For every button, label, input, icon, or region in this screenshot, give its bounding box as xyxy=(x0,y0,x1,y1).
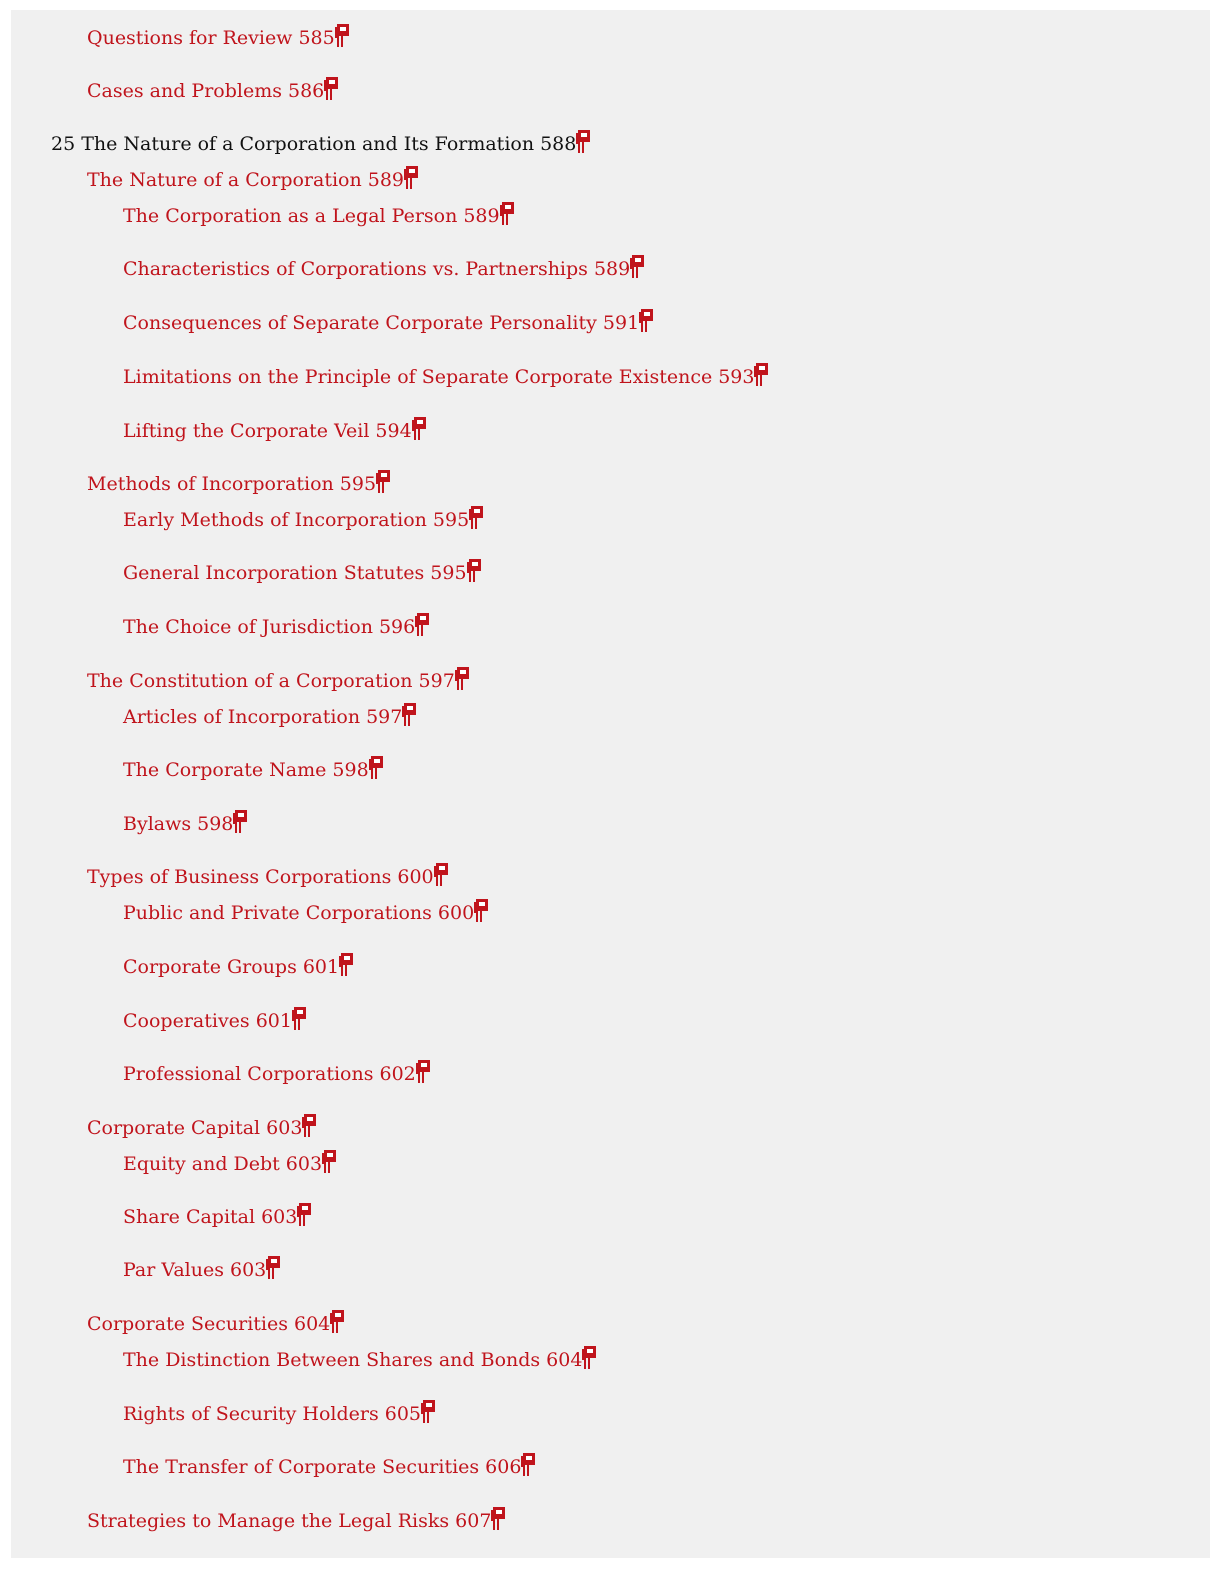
toc-entry-page-number: 604 xyxy=(546,1349,583,1371)
toc-entry-title: Equity and Debt xyxy=(123,1153,280,1175)
toc-entry-page-number: 595 xyxy=(339,473,377,495)
link-icon[interactable] xyxy=(471,506,483,518)
link-icon[interactable] xyxy=(493,1507,505,1519)
toc-entry-page-number: 598 xyxy=(332,759,369,781)
toc-entry[interactable] xyxy=(87,669,469,693)
link-icon[interactable] xyxy=(632,255,644,267)
toc-entry-page-number: 588 xyxy=(540,133,577,155)
link-icon[interactable] xyxy=(341,953,353,965)
toc-entry-page-number: 602 xyxy=(379,1063,416,1085)
link-icon[interactable] xyxy=(578,130,590,142)
link-icon[interactable] xyxy=(404,703,416,715)
link-icon[interactable] xyxy=(457,667,469,679)
toc-entry-title: The Corporate Name xyxy=(123,759,327,781)
toc-entry-page-number: 595 xyxy=(430,562,467,584)
toc-entry-title: Rights of Security Holders xyxy=(123,1403,379,1425)
chapter-heading xyxy=(51,132,590,156)
link-icon[interactable] xyxy=(476,899,488,911)
toc-entry-title: Corporate Groups xyxy=(123,956,297,978)
toc-entry-title: Cases and Problems xyxy=(87,80,282,102)
toc-entry-page-number: 603 xyxy=(261,1206,298,1228)
toc-entry-title: The Constitution of a Corporation xyxy=(87,670,413,692)
link-icon[interactable] xyxy=(641,309,653,321)
toc-entry-page-number: 603 xyxy=(266,1117,303,1139)
toc-entry-page-number: 607 xyxy=(455,1510,492,1532)
toc-entry[interactable] xyxy=(87,79,338,103)
link-icon[interactable] xyxy=(304,1114,316,1126)
toc-entry[interactable] xyxy=(123,508,483,532)
toc-entry[interactable] xyxy=(123,365,768,389)
toc-entry[interactable] xyxy=(87,1509,505,1533)
toc-entry[interactable] xyxy=(87,472,390,496)
link-icon[interactable] xyxy=(406,166,418,178)
toc-entry-page-number: 601 xyxy=(255,1010,292,1032)
toc-entry-title: 25 The Nature of a Corporation and Its Formation xyxy=(51,133,535,155)
toc-entry-title: The Corporation as a Legal Person xyxy=(123,205,458,227)
toc-entry-page-number: 603 xyxy=(230,1259,267,1281)
toc-entry-page-number: 598 xyxy=(197,813,234,835)
toc-entry[interactable] xyxy=(123,812,247,836)
toc-entry-title: General Incorporation Statutes xyxy=(123,562,425,584)
toc-entry-title: Types of Business Corporations xyxy=(87,866,392,888)
toc-entry-page-number: 600 xyxy=(437,902,475,924)
toc-entry-page-number: 594 xyxy=(375,420,412,442)
toc-entry-page-number: 593 xyxy=(718,366,755,388)
toc-entry[interactable] xyxy=(123,1455,535,1479)
toc-entry-title: Limitations on the Principle of Separate Corporate Existence xyxy=(123,366,713,388)
toc-entry-page-number: 589 xyxy=(593,258,631,280)
toc-entry[interactable] xyxy=(123,1009,306,1033)
toc-entry-page-number: 597 xyxy=(366,706,403,728)
toc-entry-title: Corporate Securities xyxy=(87,1313,288,1335)
toc-entry[interactable] xyxy=(123,561,481,585)
toc-entry-page-number: 604 xyxy=(294,1313,331,1335)
toc-entry[interactable] xyxy=(123,758,383,782)
toc-entry-title: Corporate Capital xyxy=(87,1117,261,1139)
toc-entry-title: Questions for Review xyxy=(87,27,293,49)
toc-entry-page-number: 603 xyxy=(285,1153,323,1175)
link-icon[interactable] xyxy=(469,559,481,571)
link-icon[interactable] xyxy=(324,1150,336,1162)
toc-entry-page-number: 585 xyxy=(298,27,335,49)
toc-entry-title: Methods of Incorporation xyxy=(87,473,334,495)
toc-entry-page-number: 586 xyxy=(287,80,325,102)
link-icon[interactable] xyxy=(523,1453,535,1465)
toc-entry[interactable] xyxy=(87,1116,316,1140)
toc-entry-title: Cooperatives xyxy=(123,1010,250,1032)
toc-entry[interactable] xyxy=(123,204,514,228)
document-page xyxy=(11,10,1210,1558)
link-icon[interactable] xyxy=(332,1310,344,1322)
toc-entry[interactable] xyxy=(87,168,418,192)
toc-entry-title: Share Capital xyxy=(123,1206,256,1228)
link-icon[interactable] xyxy=(268,1256,280,1268)
toc-entry[interactable] xyxy=(123,901,488,925)
toc-entry-page-number: 605 xyxy=(384,1403,422,1425)
link-icon[interactable] xyxy=(418,1060,430,1072)
toc-entry-title: Articles of Incorporation xyxy=(123,706,361,728)
toc-entry-title: Lifting the Corporate Veil xyxy=(123,420,370,442)
toc-entry-title: The Nature of a Corporation xyxy=(87,169,362,191)
toc-entry[interactable] xyxy=(123,419,426,443)
toc-entry-page-number: 601 xyxy=(302,956,340,978)
toc-entry[interactable] xyxy=(123,1348,596,1372)
toc-entry[interactable] xyxy=(87,1312,344,1336)
toc-entry-page-number: 591 xyxy=(602,312,640,334)
toc-entry-title: Par Values xyxy=(123,1259,224,1281)
link-icon[interactable] xyxy=(417,613,429,625)
toc-entry[interactable] xyxy=(87,26,349,50)
toc-entry[interactable] xyxy=(123,705,416,729)
toc-entry-title: The Transfer of Corporate Securities xyxy=(123,1456,480,1478)
toc-entry-title: Early Methods of Incorporation xyxy=(123,509,427,531)
toc-entry-page-number: 600 xyxy=(397,866,434,888)
toc-entry[interactable] xyxy=(123,1258,280,1282)
link-icon[interactable] xyxy=(294,1007,306,1019)
toc-entry[interactable] xyxy=(123,257,644,281)
toc-entry[interactable] xyxy=(123,1205,311,1229)
toc-entry[interactable] xyxy=(123,311,653,335)
link-icon[interactable] xyxy=(326,77,338,89)
link-icon[interactable] xyxy=(423,1400,435,1412)
toc-entry[interactable] xyxy=(87,865,448,889)
toc-entry-page-number: 589 xyxy=(463,205,500,227)
link-icon[interactable] xyxy=(436,863,448,875)
toc-entry-page-number: 595 xyxy=(432,509,470,531)
toc-entry-page-number: 606 xyxy=(485,1456,522,1478)
link-icon[interactable] xyxy=(337,24,349,36)
toc-entry[interactable] xyxy=(123,1152,336,1176)
toc-entry[interactable] xyxy=(123,955,353,979)
toc-entry-title: The Distinction Between Shares and Bonds xyxy=(123,1349,541,1371)
link-icon[interactable] xyxy=(584,1346,596,1358)
toc-entry[interactable] xyxy=(123,615,429,639)
link-icon[interactable] xyxy=(235,810,247,822)
toc-entry-title: Professional Corporations xyxy=(123,1063,374,1085)
toc-entry[interactable] xyxy=(123,1062,430,1086)
link-icon[interactable] xyxy=(502,202,514,214)
toc-entry-title: Characteristics of Corporations vs. Partnerships xyxy=(123,258,588,280)
link-icon[interactable] xyxy=(756,363,768,375)
toc-entry-page-number: 597 xyxy=(418,670,455,692)
toc-entry-page-number: 596 xyxy=(378,616,416,638)
link-icon[interactable] xyxy=(299,1203,311,1215)
toc-entry-title: Bylaws xyxy=(123,813,192,835)
toc-entry-page-number: 589 xyxy=(367,169,404,191)
toc-entry-title: Consequences of Separate Corporate Personality xyxy=(123,312,597,334)
link-icon[interactable] xyxy=(378,470,390,482)
toc-entry-title: The Choice of Jurisdiction xyxy=(123,616,373,638)
toc-entry-title: Public and Private Corporations xyxy=(123,902,432,924)
link-icon[interactable] xyxy=(414,417,426,429)
toc-entry[interactable] xyxy=(123,1402,435,1426)
link-icon[interactable] xyxy=(371,756,383,768)
toc-entry-title: Strategies to Manage the Legal Risks xyxy=(87,1510,450,1532)
